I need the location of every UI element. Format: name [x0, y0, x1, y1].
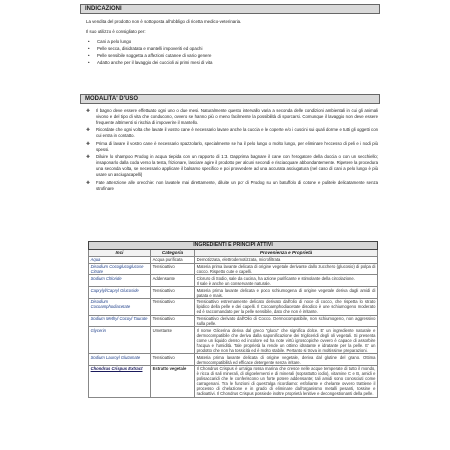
- table-body: [89, 256, 378, 397]
- ingredient-category: Tensioattivo: [151, 298, 195, 315]
- diamond-bullet-icon: ❖: [86, 127, 91, 133]
- ingredient-inci: Glycerin: [89, 327, 151, 354]
- diamond-bullet-icon: ❖: [86, 108, 91, 113]
- table-row: [89, 327, 378, 354]
- ingredient-category: Tensioattivo: [151, 263, 195, 275]
- ingredient-description: Cloruro di Sodio, sale da cucina, ha azione purificante e stimolante della circolazione. Il sale è anche un conservante naturale.: [195, 275, 378, 287]
- ingredient-description: Demotizzata, elettrodemotizzata, microfiltrata: [195, 256, 378, 263]
- ingredients-table: [88, 241, 378, 398]
- ingredient-description: Materia prima lavante delicata e poco schiumogena di origine vegetale deriva dagli amidi di patata e mais.: [195, 287, 378, 299]
- table-title: INGREDIENTI E PRINCIPI ATTIVI: [89, 242, 378, 250]
- column-header-inci: Inci: [89, 250, 151, 257]
- list-item: ❖ Ricordate che ogni volta che lavate il vostro cane è necessario lavare anche la cuccia e le coperte e/o i cuscini sui quali dorme e tutti gli oggetti con cui entra in contatto.: [86, 127, 378, 139]
- list-item: • Pelle sensibile soggetta a affezioni cutanee di vario genere: [88, 53, 212, 60]
- table-row: [89, 354, 378, 366]
- ingredient-description: Materia prima lavante delicata di origine vegetale derivante dallo zucchero (glucosio) di polpa di cocco. Rispetto cute e capelli.: [195, 263, 378, 275]
- indicazioni-list: [88, 39, 212, 67]
- table-row: [89, 287, 378, 299]
- diamond-bullet-icon: ❖: [86, 140, 91, 146]
- list-item: • Adatto anche per il lavaggio dei cuccioli ai primi mesi di vita: [88, 60, 212, 67]
- table-row: [89, 256, 378, 263]
- list-item: ❖ Diluire lo shampoo Prodog in acqua tiepida con un rapporto di 1:3. Dapprima bagnare il cane con l'erogatore della doccia o con un secchiello; insaponarlo dalla coda verso la testa, frizionare, lasciare agire il prodotto per alcuni secondi e risciacquare abbondantemente. Ripetere la procedura una seconda volta, se necessario applicare il balsamo specifico e poi provvedere ad una accurata asciugatura (nel caso di cani a pelo lungo è più usare un asciugacapelli): [86, 154, 378, 178]
- indicazioni-use-intro: Il suo utilizzo è consigliato per:: [86, 29, 146, 34]
- ingredient-category: Acqua purificata: [151, 256, 195, 263]
- table-row: [89, 298, 378, 315]
- ingredient-inci: Aqua: [89, 256, 151, 263]
- ingredient-description: Il nome Glicerina deriva dal greco "glucu" che significa dolce. E' un ingrediente naturale e dermocompatibile che deriva dalla saponificazione dei trigliceridi degli oli vegetali. Si presenta come un liquido denso ed incolore ed ha note virtù igroscopiche ovvero è capace di assorbire l'acqua e l'umidità. Tale proprietà la rende un ottimo idratante e idratante per la pelle. E' un prodotto che non ha tossicità ed è molto stabile. Pertanto si trova in moltissime preparazioni.: [195, 327, 378, 354]
- ingredient-category: Tensioattivo: [151, 315, 195, 327]
- table-row: [89, 315, 378, 327]
- ingredient-description: Il Chondrus Crispus è un'alga rossa marina che cresce nelle acque temperate di tutto il mondo, è ricca di sali minerali, di oligoelementi e di minerali (soprattutto iodio), vitamine C e B, amidi e polisaccaridi che le conferiscono un forte potere addensante; tali amidi sono conosciuti come carragenani. Tra le funzioni di quest'alga ricordiamo: esfoliante e chelante ovvero trattiene il processo di chelazione e in grado di eliminare dall'organismo metalli pesanti, tossine e radioattivi. Il Chondrus Crispus possiede inoltre proprietà lenitive e decongestionanti della pelle.: [195, 366, 378, 398]
- ingredient-inci: Chondrus Crispus Extract: [89, 366, 151, 398]
- ingredient-inci: Disodium Cocoamphodiacetate: [89, 298, 151, 315]
- ingredient-inci: Sodium Methyl Cocoyl Taurate: [89, 315, 151, 327]
- ingredient-category: Tensioattivo: [151, 287, 195, 299]
- modalita-list: [86, 108, 378, 193]
- ingredient-inci: Disodium Cocoglucoglucose Citrate: [89, 263, 151, 275]
- ingredient-description: Tensioattivo estremamente delicato derivato dall'olio di noce di cocco, che rispetta lo strato lipidico della pelle e dei capelli. Il Cocoamphodiacetate disodico è une schiumogeno moderato ed è raccomandato per la pelle sensibile, dato che non è irritante.: [195, 298, 378, 315]
- ingredient-category: Umettante: [151, 327, 195, 354]
- table-row: [89, 263, 378, 275]
- ingredient-inci: Sodium Lauroyl Glutamate: [89, 354, 151, 366]
- indicazioni-intro: La vendita del prodotto non è sottoposta all'obbligo di ricetta medico-veterinaria.: [86, 19, 242, 24]
- indicazioni-heading: INDICAZIONI: [80, 4, 380, 14]
- list-item: ❖ Fate attenzione alle orecchie: non lavatele mai direttamente, diluite un po' di Prodog su un batuffolo di cotone e pulitele delicatamente senza strofinare: [86, 179, 378, 191]
- ingredient-category: Estratto vegetale: [151, 366, 195, 398]
- ingredient-category: Addensante: [151, 275, 195, 287]
- ingredient-description: Materia prima lavante delicata di origine vegetale, deriva dal glutine del grano. Ottima dermocompatibilità ed efficace detergente senza irritare.: [195, 354, 378, 366]
- ingredient-category: Tensioattivo: [151, 354, 195, 366]
- ingredient-inci: Sodium Chloride: [89, 275, 151, 287]
- diamond-bullet-icon: ❖: [86, 179, 91, 185]
- list-item: • Pelle secca, disidratata e mantelli impoveriti ed opachi: [88, 46, 212, 53]
- column-header-provenienza: Provenienza e Proprietà: [195, 250, 378, 257]
- ingredient-inci: Caprylyl/Capryl Glucoside: [89, 287, 151, 299]
- column-header-categoria: Categoria: [151, 250, 195, 257]
- list-item: ❖ Prima di lavare il vostro cane è necessario spazzolarlo, specialmente se ha il pelo lungo o molto lungo, per eliminare l'eccesso di peli e i nodi più spessi.: [86, 140, 378, 152]
- list-item: • Cani a pelo lungo: [88, 39, 212, 46]
- ingredient-description: Tensioattivo derivato dall'Olio di Cocco. Dermocompatibile, non schiumogeno, non aggressivo sulla pelle.: [195, 315, 378, 327]
- modalita-heading: MODALITA' D'USO: [80, 94, 380, 104]
- list-item: ❖ Il bagno deve essere effettuato ogni uno o due mesi. Naturalmente questo intervallo varia a seconda delle condizioni ambientali in cui gli animali vivono e del tipo di vita che conducono, ovvero se hanno più o meno facilmente la possibilità di sporcarsi. Comunque il lavaggio non deve essere frequente altrimenti si rischia di impoverire il mantello.: [86, 108, 378, 125]
- diamond-bullet-icon: ❖: [86, 154, 91, 160]
- table-row: [89, 275, 378, 287]
- table-row: [89, 366, 378, 398]
